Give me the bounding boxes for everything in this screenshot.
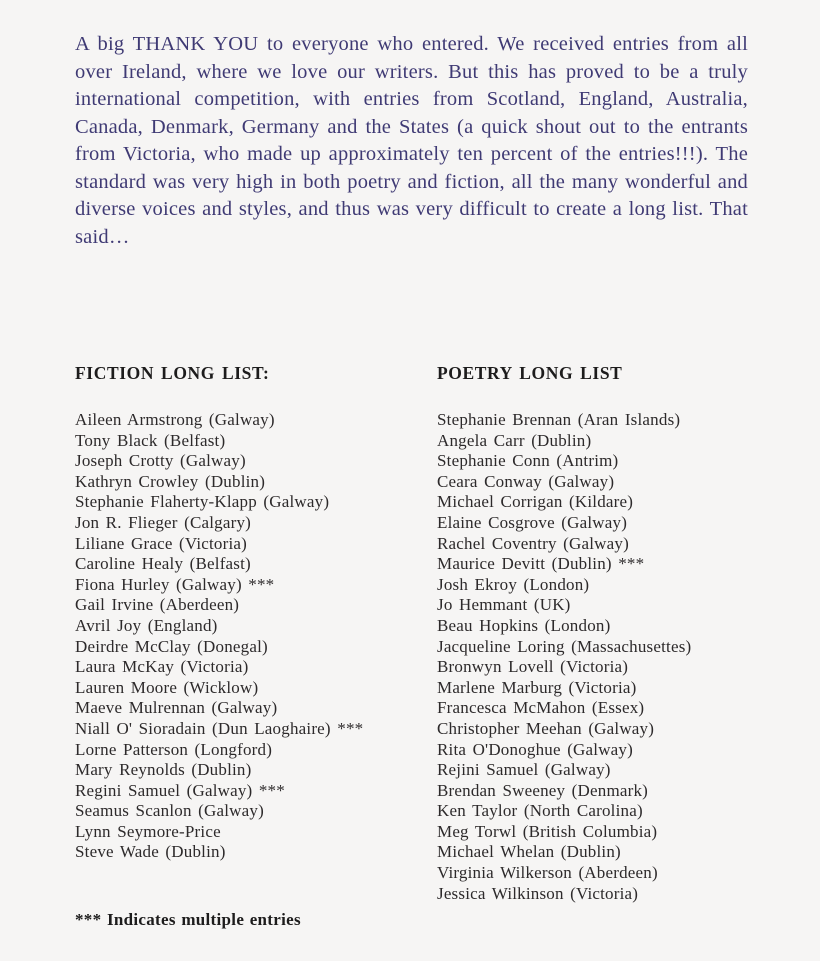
list-item: Regini Samuel (Galway) *** — [75, 780, 285, 800]
list-item: Avril Joy (England) — [75, 615, 218, 635]
list-item: Gail Irvine (Aberdeen) — [75, 595, 240, 615]
list-item: Mary Reynolds (Dublin) — [75, 760, 252, 780]
list-item: Caroline Healy (Belfast) — [75, 554, 251, 574]
list-item: Francesca McMahon (Essex) — [437, 698, 645, 718]
list-item: Maeve Mulrennan (Galway) — [75, 698, 278, 718]
long-lists-section — [75, 363, 780, 930]
list-item: Tony Black (Belfast) — [75, 430, 226, 450]
poetry-long-list-heading: POETRY LONG LIST — [437, 363, 623, 383]
list-item: Stephanie Flaherty-Klapp (Galway) — [75, 492, 330, 512]
list-item: Stephanie Conn (Antrim) — [437, 451, 619, 471]
list-item: Brendan Sweeney (Denmark) — [437, 780, 649, 800]
list-item: Rita O'Donoghue (Galway) — [437, 739, 633, 759]
list-item: Bronwyn Lovell (Victoria) — [437, 657, 629, 677]
list-item: Beau Hopkins (London) — [437, 615, 611, 635]
list-item: Angela Carr (Dublin) — [437, 430, 592, 450]
list-item: Deirdre McClay (Donegal) — [75, 636, 268, 656]
list-item: Marlene Marburg (Victoria) — [437, 677, 637, 697]
list-item: Stephanie Brennan (Aran Islands) — [437, 410, 681, 429]
list-item: Lorne Patterson (Longford) — [75, 739, 273, 759]
list-item: Liliane Grace (Victoria) — [75, 533, 248, 553]
list-item: Lynn Seymore-Price — [75, 821, 221, 841]
poetry-long-list-column — [437, 363, 777, 930]
list-item: Ken Taylor (North Carolina) — [437, 801, 643, 821]
list-item: Fiona Hurley (Galway) *** — [75, 574, 275, 594]
list-item: Jo Hemmant (UK) — [437, 595, 571, 615]
list-item: Maurice Devitt (Dublin) *** — [437, 554, 645, 574]
fiction-long-list — [75, 410, 437, 863]
list-item: Michael Whelan (Dublin) — [437, 842, 621, 862]
list-item: Virginia Wilkerson (Aberdeen) — [437, 863, 658, 883]
fiction-long-list-heading: FICTION LONG LIST: — [75, 363, 270, 383]
list-item: Jon R. Flieger (Calgary) — [75, 512, 252, 532]
fiction-long-list-column — [75, 363, 437, 930]
intro-paragraph: A big THANK YOU to everyone who entered. We received entries from all over Ireland, where we love our writers. But this has proved to be a truly international competition, with entries from Scotland, England, Australia, Canada, Denmark, Germany and the States (a quick shout out to the entrants from Victoria, who made up approximately ten percent of the entries!!!). The standard was very high in both poetry and fiction, all the many wonderful and diverse voices and styles, and thus was very difficult to create a long list. That said… — [75, 33, 748, 248]
list-item: Seamus Scanlon (Galway) — [75, 801, 264, 821]
list-item: Rachel Coventry (Galway) — [437, 533, 629, 553]
list-item: Michael Corrigan (Kildare) — [437, 492, 634, 512]
list-item: Jacqueline Loring (Massachusettes) — [437, 636, 692, 656]
list-item: Elaine Cosgrove (Galway) — [437, 512, 628, 532]
list-item: Josh Ekroy (London) — [437, 574, 590, 594]
list-item: Niall O' Sioradain (Dun Laoghaire) *** — [75, 718, 364, 738]
list-item: Laura McKay (Victoria) — [75, 657, 249, 677]
poetry-long-list — [437, 410, 777, 904]
list-item: Joseph Crotty (Galway) — [75, 451, 246, 471]
list-item: Aileen Armstrong (Galway) — [75, 410, 275, 429]
multiple-entries-footnote: *** Indicates multiple entries — [75, 910, 301, 930]
list-item: Steve Wade (Dublin) — [75, 842, 226, 862]
list-item: Rejini Samuel (Galway) — [437, 760, 611, 780]
list-item: Lauren Moore (Wicklow) — [75, 677, 259, 697]
list-item: Kathryn Crowley (Dublin) — [75, 471, 266, 491]
list-item: Meg Torwl (British Columbia) — [437, 821, 658, 841]
list-item: Christopher Meehan (Galway) — [437, 718, 655, 738]
list-item: Jessica Wilkinson (Victoria) — [437, 883, 639, 903]
list-item: Ceara Conway (Galway) — [437, 471, 615, 491]
